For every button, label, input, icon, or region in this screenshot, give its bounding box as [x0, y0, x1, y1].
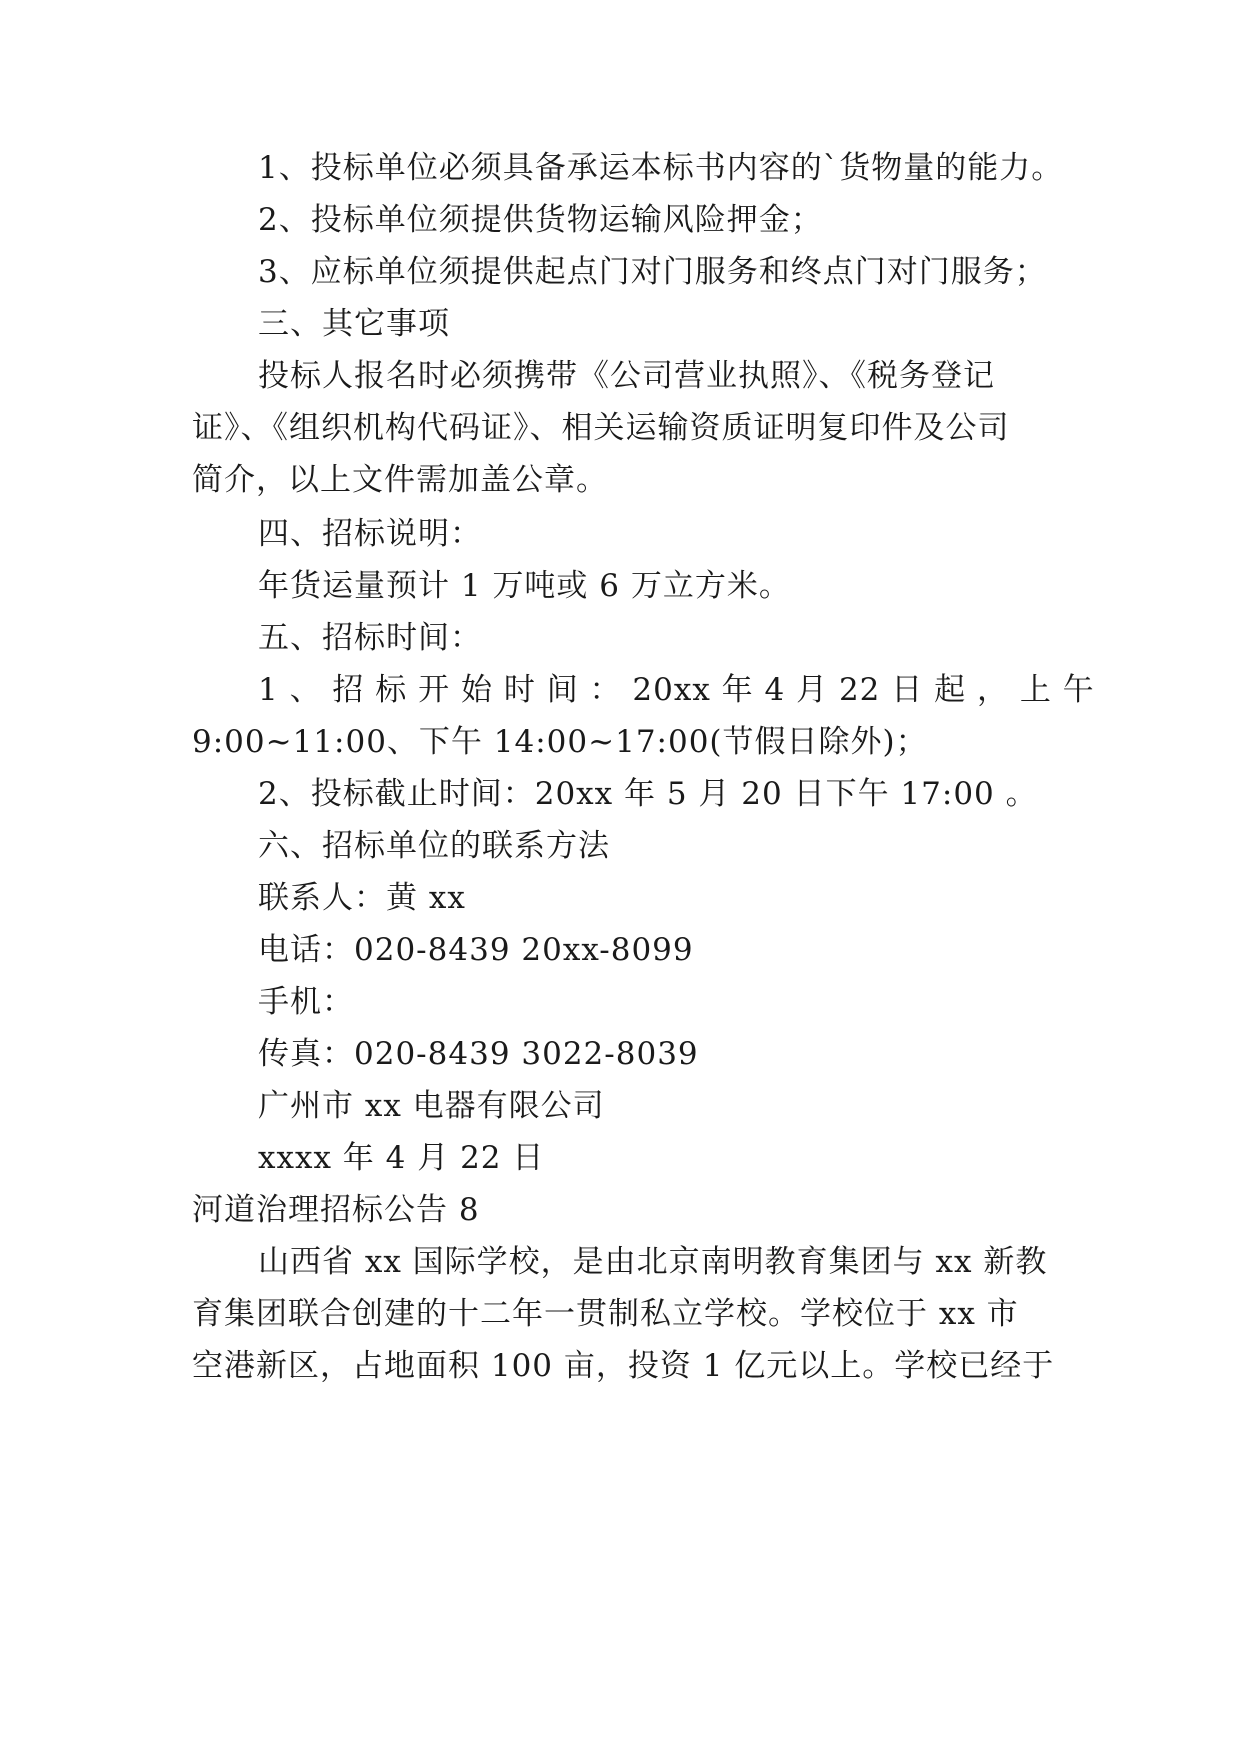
paragraph-line: 育集团联合创建的十二年一贯制私立学校。学校位于 xx 市 — [192, 1296, 1019, 1332]
section-heading-bid-description: 四、招标说明： — [258, 516, 482, 552]
paragraph-line: 证》、《组织机构代码证》、相关运输资质证明复印件及公司 — [192, 410, 1010, 446]
paragraph-line: 2、投标截止时间：20xx 年 5 月 20 日下午 17:00 。 — [258, 776, 1038, 812]
company-name: 广州市 xx 电器有限公司 — [258, 1088, 605, 1124]
contact-phone: 电话：020-8439 20xx-8099 — [258, 932, 694, 968]
paragraph-line: 山西省 xx 国际学校，是由北京南明教育集团与 xx 新教 — [258, 1244, 1048, 1280]
contact-person: 联系人：黄 xx — [258, 880, 466, 916]
section-heading-bid-time: 五、招标时间： — [258, 620, 482, 656]
paragraph-line: 投标人报名时必须携带《公司营业执照》、《税务登记 — [258, 358, 995, 394]
paragraph-line: 简介，以上文件需加盖公章。 — [192, 462, 608, 498]
paragraph-line: 空港新区，占地面积 100 亩，投资 1 亿元以上。学校已经于 — [192, 1348, 1055, 1384]
date-line: xxxx 年 4 月 22 日 — [258, 1140, 545, 1176]
requirement-3: 3、应标单位须提供起点门对门服务和终点门对门服务； — [258, 254, 1047, 290]
contact-mobile: 手机： — [258, 984, 354, 1020]
paragraph-line: 1 、 招 标 开 始 时 间 ： 20xx 年 4 月 22 日 起 ， 上 午 — [258, 672, 1095, 708]
paragraph-line: 9:00~11:00、下午 14:00~17:00(节假日除外)； — [192, 724, 928, 760]
article-title: 河道治理招标公告 8 — [192, 1192, 480, 1228]
contact-fax: 传真：020-8439 3022-8039 — [258, 1036, 699, 1072]
requirement-2: 2、投标单位须提供货物运输风险押金； — [258, 202, 823, 238]
requirement-1: 1、投标单位必须具备承运本标书内容的`货物量的能力。 — [258, 150, 1064, 186]
section-heading-contact: 六、招标单位的联系方法 — [258, 828, 610, 864]
paragraph-line: 年货运量预计 1 万吨或 6 万立方米。 — [258, 568, 791, 604]
section-heading-other: 三、其它事项 — [258, 306, 450, 342]
